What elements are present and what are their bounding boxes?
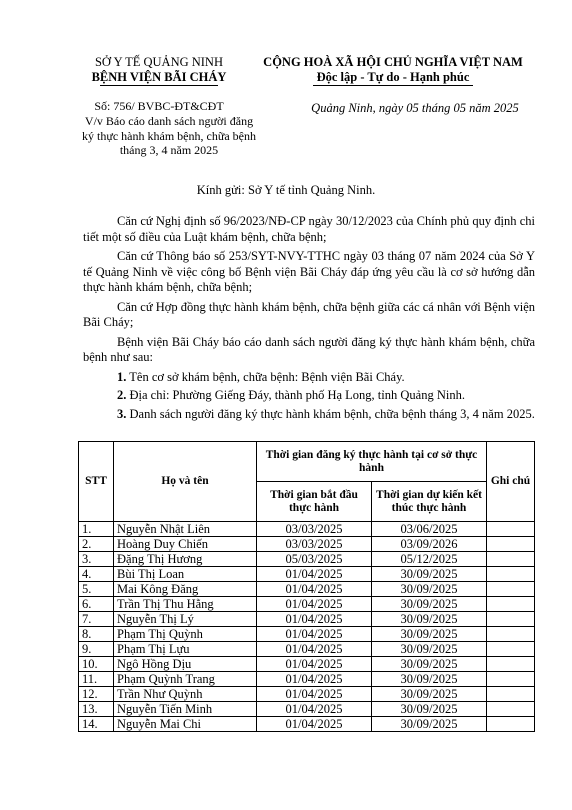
numbered-item	[83, 407, 535, 423]
row-note	[487, 687, 535, 702]
row-stt: 2.	[79, 537, 114, 552]
row-start-date: 05/03/2025	[257, 552, 372, 567]
row-stt: 4.	[79, 567, 114, 582]
row-start-date: 01/04/2025	[257, 627, 372, 642]
row-stt: 13.	[79, 702, 114, 717]
row-name: Đặng Thị Hương	[114, 552, 257, 567]
row-end-date: 03/06/2025	[372, 522, 487, 537]
row-note	[487, 702, 535, 717]
row-start-date: 03/03/2025	[257, 537, 372, 552]
issuer-block	[64, 55, 254, 86]
row-end-date: 30/09/2025	[372, 672, 487, 687]
row-note	[487, 597, 535, 612]
row-end-date: 30/09/2025	[372, 597, 487, 612]
subject-line: V/v Báo cáo danh sách người đăng	[84, 114, 254, 128]
row-end-date: 03/09/2026	[372, 537, 487, 552]
row-end-date: 30/09/2025	[372, 582, 487, 597]
table-row	[79, 657, 535, 672]
row-note	[487, 582, 535, 597]
row-note	[487, 642, 535, 657]
body-paragraph: Căn cứ Hợp đồng thực hành khám bệnh, chữa bệnh giữa các cá nhân với Bệnh viện Bãi Cháy;	[83, 299, 535, 329]
table-row	[79, 612, 535, 627]
row-stt: 8.	[79, 627, 114, 642]
row-end-date: 30/09/2025	[372, 642, 487, 657]
row-start-date: 01/04/2025	[257, 567, 372, 582]
row-note	[487, 657, 535, 672]
row-end-date: 30/09/2025	[372, 627, 487, 642]
column-header-registration-period: Thời gian đăng ký thực hành tại cơ sở thực hành	[257, 442, 487, 482]
row-name: Trần Thị Thu Hằng	[114, 597, 257, 612]
row-start-date: 01/04/2025	[257, 672, 372, 687]
table-row	[79, 687, 535, 702]
parent-organization: SỞ Y TẾ QUẢNG NINH	[94, 55, 223, 69]
hospital-name: BỆNH VIỆN BÃI CHÁY	[91, 69, 227, 84]
table-body	[79, 522, 535, 732]
subject-line: ký thực hành khám bệnh, chữa bệnh	[82, 128, 256, 143]
recipient-line: Kính gửi: Sở Y tế tỉnh Quảng Ninh.	[196, 183, 376, 197]
row-name: Trần Như Quỳnh	[114, 687, 257, 702]
table-row	[79, 642, 535, 657]
row-start-date: 01/04/2025	[257, 582, 372, 597]
row-start-date: 01/04/2025	[257, 597, 372, 612]
row-name: Nguyễn Nhật Liên	[114, 522, 257, 537]
table-row	[79, 522, 535, 537]
table-row	[79, 537, 535, 552]
row-end-date: 30/09/2025	[372, 612, 487, 627]
row-end-date: 30/09/2025	[372, 567, 487, 582]
row-start-date: 03/03/2025	[257, 522, 372, 537]
document-body	[83, 214, 535, 425]
table-row	[79, 552, 535, 567]
issuer-underline	[100, 85, 218, 86]
table-row	[79, 702, 535, 717]
row-stt: 6.	[79, 597, 114, 612]
item-text: Tên cơ sở khám bệnh, chữa bệnh: Bệnh viện Bãi Cháy.	[126, 369, 405, 384]
place-and-date: Quảng Ninh, ngày 05 tháng 05 năm 2025	[311, 101, 519, 115]
row-note	[487, 612, 535, 627]
national-motto: Độc lập - Tự do - Hạnh phúc	[316, 69, 470, 84]
column-header-stt: STT	[79, 442, 114, 522]
column-header-start: Thời gian bắt đầu thực hành	[257, 482, 372, 522]
row-end-date: 30/09/2025	[372, 717, 487, 732]
row-note	[487, 672, 535, 687]
row-name: Nguyễn Thị Lý	[114, 612, 257, 627]
row-note	[487, 522, 535, 537]
row-start-date: 01/04/2025	[257, 612, 372, 627]
document-number: Số: 756/ BVBC-ĐT&CĐT	[94, 99, 224, 113]
table-row	[79, 672, 535, 687]
row-stt: 1.	[79, 522, 114, 537]
body-paragraph: Căn cứ Thông báo số 253/SYT-NVY-TTHC ngày 03 tháng 07 năm 2024 của Sở Y tế Quảng Ninh về việc công bố Bệnh viện Bãi Cháy đáp ứng yêu cầu là cơ sở hướng dẫn thực hành khám bệnh, chữa bệnh;	[83, 249, 535, 294]
row-start-date: 01/04/2025	[257, 717, 372, 732]
row-stt: 11.	[79, 672, 114, 687]
item-text: Địa chỉ: Phường Giếng Đáy, thành phố Hạ Long, tỉnh Quảng Ninh.	[126, 388, 465, 402]
row-name: Mai Kông Đăng	[114, 582, 257, 597]
registrant-table	[78, 441, 535, 732]
body-paragraph: Căn cứ Nghị định số 96/2023/NĐ-CP ngày 30/12/2023 của Chính phủ quy định chi tiết một số điều của Luật khám bệnh, chữa bệnh;	[83, 214, 535, 244]
motto-underline	[313, 85, 473, 86]
item-text: Danh sách người đăng ký thực hành khám bệnh, chữa bệnh tháng 3, 4 năm 2025.	[126, 406, 535, 421]
row-stt: 3.	[79, 552, 114, 567]
row-note	[487, 537, 535, 552]
column-header-end: Thời gian dự kiến kết thúc thực hành	[372, 482, 487, 522]
table-row	[79, 597, 535, 612]
numbered-item	[83, 388, 535, 404]
column-header-note: Ghi chú	[487, 442, 535, 522]
item-number: 1.	[117, 369, 127, 384]
table-row	[79, 627, 535, 642]
row-start-date: 01/04/2025	[257, 657, 372, 672]
row-end-date: 05/12/2025	[372, 552, 487, 567]
row-start-date: 01/04/2025	[257, 702, 372, 717]
row-name: Hoàng Duy Chiến	[114, 537, 257, 552]
row-note	[487, 717, 535, 732]
row-name: Nguyễn Mai Chi	[114, 717, 257, 732]
row-note	[487, 552, 535, 567]
row-stt: 9.	[79, 642, 114, 657]
table-row	[79, 567, 535, 582]
row-stt: 12.	[79, 687, 114, 702]
row-start-date: 01/04/2025	[257, 687, 372, 702]
table-row	[79, 717, 535, 732]
body-paragraph: Bệnh viện Bãi Cháy báo cáo danh sách người đăng ký thực hành khám bệnh, chữa bệnh như sau:	[83, 334, 535, 364]
nation-title: CỘNG HOÀ XÃ HỘI CHỦ NGHĨA VIỆT NAM	[263, 55, 523, 69]
table-row	[79, 582, 535, 597]
document-subject	[64, 114, 274, 158]
row-name: Phạm Quỳnh Trang	[114, 672, 257, 687]
row-name: Bùi Thị Loan	[114, 567, 257, 582]
row-name: Nguyễn Tiến Minh	[114, 702, 257, 717]
item-number: 3.	[117, 406, 127, 421]
row-name: Phạm Thị Lựu	[114, 642, 257, 657]
row-stt: 7.	[79, 612, 114, 627]
column-header-name: Họ và tên	[114, 442, 257, 522]
row-stt: 10.	[79, 657, 114, 672]
row-stt: 5.	[79, 582, 114, 597]
subject-line: tháng 3, 4 năm 2025	[119, 143, 219, 157]
row-note	[487, 567, 535, 582]
row-name: Ngô Hồng Dịu	[114, 657, 257, 672]
national-heading	[254, 55, 532, 86]
row-end-date: 30/09/2025	[372, 702, 487, 717]
row-stt: 14.	[79, 717, 114, 732]
row-note	[487, 627, 535, 642]
row-end-date: 30/09/2025	[372, 657, 487, 672]
numbered-item	[83, 370, 535, 386]
row-start-date: 01/04/2025	[257, 642, 372, 657]
row-name: Phạm Thị Quỳnh	[114, 627, 257, 642]
row-end-date: 30/09/2025	[372, 687, 487, 702]
item-number: 2.	[117, 388, 127, 402]
